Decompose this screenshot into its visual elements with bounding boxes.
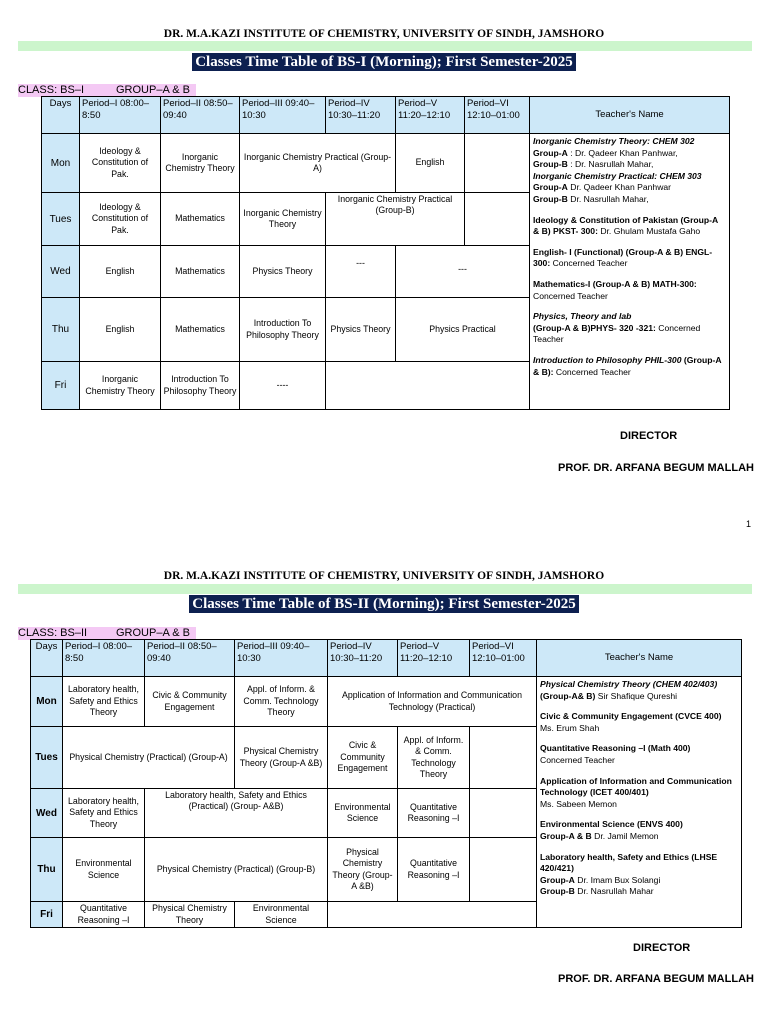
timetable-title — [0, 53, 768, 71]
teacher-name: Dr. Qadeer Khan Panhwar — [567, 182, 672, 193]
teacher-group: Group-A — [533, 147, 568, 158]
cell-thu-p5: Quantitative Reasoning –I — [398, 838, 470, 902]
cell-thu-p2-p3: Physical Chemistry (Practical) (Group-B) — [145, 838, 328, 902]
teacher-group: Group-B — [533, 159, 568, 170]
teacher-name: Sir Shafique Qureshi — [595, 690, 678, 701]
cell-fri-p2: Physical Chemistry Theory — [145, 902, 235, 928]
teacher-line: Inorganic Chemistry Practical: CHEM 303 — [533, 170, 702, 181]
day-mon-label: Mon — [36, 696, 57, 707]
header-period-2: Period–II 08:50–09:40 — [161, 97, 240, 134]
green-divider — [18, 584, 752, 594]
cell-thu-p6 — [470, 838, 537, 902]
day-mon: Mon — [42, 134, 80, 193]
day-wed: Wed — [42, 246, 80, 298]
cell-mon-p2: Civic & Community Engagement — [145, 677, 235, 727]
director-label: DIRECTOR — [620, 430, 678, 442]
teacher-name: Dr. Nasrullah Mahar, — [567, 193, 649, 204]
teacher-name: Concerned Teacher — [553, 366, 631, 377]
cell-fri-p3: ---- — [240, 362, 326, 410]
cell-wed-p6 — [470, 789, 537, 838]
header-teacher: Teacher's Name — [537, 640, 742, 677]
cell-fri-p1: Inorganic Chemistry Theory — [80, 362, 161, 410]
teacher-name: : Dr. Qadeer Khan Panhwar, — [567, 147, 678, 158]
teacher-course: (Group-A & B)PHYS- 320 -321: — [533, 322, 656, 333]
teacher-group: Group-B — [533, 193, 568, 204]
cell-mon-p3: Appl. of Inform. & Comm. Technology Theory — [235, 677, 328, 727]
cell-wed-p1: English — [80, 246, 161, 298]
teacher-course: Introduction to Philosophy PHIL-300 — [533, 354, 682, 365]
cell-thu-p5-p6: Physics Practical — [396, 298, 530, 362]
day-wed-label: Wed — [36, 807, 57, 819]
cell-thu-p1: English — [80, 298, 161, 362]
header-teacher: Teacher's Name — [530, 97, 730, 134]
teacher-group: Group-A — [533, 182, 568, 193]
day-thu-label: Thu — [37, 864, 56, 875]
director-label: DIRECTOR — [633, 942, 691, 954]
cell-mon-p2: Inorganic Chemistry Theory — [161, 134, 240, 193]
teacher-course: Application of Information and Communication Technology (ICET 400/401) — [540, 775, 732, 798]
class-label: CLASS: BS–I — [18, 84, 85, 96]
teacher-group: Group-B — [540, 886, 575, 897]
cell-mon-p5: English — [396, 134, 465, 193]
teacher-course: Quantitative Reasoning –I (Math 400) — [540, 743, 691, 754]
cell-tue-p3: Inorganic Chemistry Theory — [240, 193, 326, 246]
cell-wed-p5: Quantitative Reasoning –I — [398, 789, 470, 838]
teacher-list-bs2 — [537, 677, 742, 928]
cell-mon-p4-p6: Application of Information and Communication Technology (Practical) — [328, 677, 537, 727]
cell-tue-p2: Mathematics — [161, 193, 240, 246]
cell-tue-p6 — [465, 193, 530, 246]
teacher-name: : Dr. Nasrullah Mahar, — [567, 159, 654, 170]
teacher-course: Mathematics-I (Group-A & B) MATH-300: — [533, 278, 697, 289]
teacher-course: Physics, Theory and lab — [533, 311, 632, 322]
teacher-name: Concerned Teacher — [540, 754, 615, 765]
header-period-4: Period–IV 10:30–11:20 — [326, 97, 396, 134]
header-period-6: Period–VI 12:10–01:00 — [470, 640, 537, 677]
group-label: GROUP–A & B — [116, 627, 190, 639]
class-label: CLASS: BS–II — [18, 627, 88, 639]
teacher-group: Group-A & B — [540, 830, 592, 841]
header-period-2: Period–II 08:50–09:40 — [145, 640, 235, 677]
teacher-name: Dr. Imam Bux Solangi — [574, 874, 661, 885]
cell-mon-p1: Laboratory health, Safety and Ethics Theory — [63, 677, 145, 727]
cell-wed-p5-p6: --- — [396, 246, 530, 298]
header-days: Days — [42, 97, 80, 134]
director-name: PROF. DR. ARFANA BEGUM MALLAH — [558, 973, 754, 985]
teacher-line: Inorganic Chemistry Theory: CHEM 302 — [533, 136, 695, 146]
cell-mon-p1: Ideology & Constitution of Pak. — [80, 134, 161, 193]
teacher-group: (Group-A& B) — [540, 690, 596, 701]
teacher-course: Laboratory health, Safety and Ethics (LHSE 420/421) — [540, 851, 718, 874]
cell-mon-p3-p4: Inorganic Chemistry Practical (Group-A) — [240, 134, 396, 193]
cell-fri-p4-p6 — [326, 362, 530, 410]
director-name: PROF. DR. ARFANA BEGUM MALLAH — [558, 462, 754, 474]
teacher-group: Group-A — [540, 874, 575, 885]
green-divider — [18, 41, 752, 51]
cell-tue-p1: Ideology & Constitution of Pak. — [80, 193, 161, 246]
cell-wed-p4: Environmental Science — [328, 789, 398, 838]
cell-fri-p4-p6 — [328, 902, 537, 928]
cell-tue-p4: Civic & Community Engagement — [328, 727, 398, 789]
timetable-bs2 — [30, 639, 742, 928]
cell-tue-p6 — [470, 727, 537, 789]
teacher-name: Dr. Nasrullah Mahar — [574, 886, 654, 897]
cell-thu-p2: Mathematics — [161, 298, 240, 362]
cell-thu-p4: Physics Theory — [326, 298, 396, 362]
header-period-3: Period–III 09:40–10:30 — [235, 640, 328, 677]
timetable-title-text: Classes Time Table of BS-II (Morning); First Semester-2025 — [189, 595, 578, 613]
teacher-course: Ideology & Constitution of Pakistan (Group-A & B) PKST- 300: — [533, 214, 718, 237]
teacher-list-bs1 — [530, 134, 730, 410]
header-period-3: Period–III 09:40–10:30 — [240, 97, 326, 134]
teacher-name: Dr. Ghulam Mustafa Gaho — [597, 226, 701, 237]
cell-wed-p3: Physics Theory — [240, 246, 326, 298]
day-tue-label: Tues — [35, 752, 58, 763]
day-fri: Fri — [42, 362, 80, 410]
header-period-1: Period–I 08:00–8:50 — [63, 640, 145, 677]
teacher-name: Concerned Teacher — [533, 322, 701, 345]
day-thu — [31, 838, 63, 902]
cell-wed-p2-p3: Laboratory health, Safety and Ethics (Practical) (Group- A&B) — [145, 789, 328, 838]
teacher-course: Civic & Community Engagement (CVCE 400) — [540, 711, 722, 722]
timetable-title — [0, 595, 768, 613]
day-tue: Tues — [42, 193, 80, 246]
teacher-group: (Group-A & B): — [533, 354, 722, 377]
day-fri — [31, 902, 63, 928]
cell-tue-p5: Appl. of Inform. & Comm. Technology Theory — [398, 727, 470, 789]
teacher-name: Dr. Jamil Memon — [591, 830, 659, 841]
teacher-course: Environmental Science (ENVS 400) — [540, 819, 683, 830]
cell-tue-p1-p2: Physical Chemistry (Practical) (Group-A) — [63, 727, 235, 789]
cell-tue-p3: Physical Chemistry Theory (Group-A &B) — [235, 727, 328, 789]
cell-tue-p4-p5: Inorganic Chemistry Practical (Group-B) — [326, 193, 465, 246]
group-label: GROUP–A & B — [116, 84, 190, 96]
cell-wed-p1: Laboratory health, Safety and Ethics Theory — [63, 789, 145, 838]
header-period-4: Period–IV 10:30–11:20 — [328, 640, 398, 677]
day-fri-label: Fri — [40, 909, 53, 920]
header-period-1: Period–I 08:00–8:50 — [80, 97, 161, 134]
timetable-title-text: Classes Time Table of BS-I (Morning); First Semester-2025 — [192, 53, 576, 71]
teacher-course: English- I (Functional) (Group-A & B) ENGL-300: — [533, 246, 713, 269]
header-period-5: Period–V 11:20–12:10 — [398, 640, 470, 677]
cell-mon-p6 — [465, 134, 530, 193]
teacher-course: Physical Chemistry Theory (CHEM 402/403) — [540, 679, 718, 689]
cell-thu-p3: Introduction To Philosophy Theory — [240, 298, 326, 362]
header-days: Days — [31, 640, 63, 677]
day-mon — [31, 677, 63, 727]
teacher-name: Concerned Teacher — [550, 258, 628, 269]
cell-fri-p2: Introduction To Philosophy Theory — [161, 362, 240, 410]
cell-thu-p1: Environmental Science — [63, 838, 145, 902]
cell-fri-p3: Environmental Science — [235, 902, 328, 928]
timetable-bs1 — [41, 96, 730, 410]
cell-thu-p4: Physical Chemistry Theory (Group-A &B) — [328, 838, 398, 902]
institute-heading: DR. M.A.KAZI INSTITUTE OF CHEMISTRY, UNIVERSITY OF SINDH, JAMSHORO — [163, 570, 605, 582]
teacher-name: Ms. Sabeen Memon — [540, 798, 617, 809]
header-period-6: Period–VI 12:10–01:00 — [465, 97, 530, 134]
day-thu: Thu — [42, 298, 80, 362]
teacher-name: Ms. Erum Shah — [540, 722, 600, 733]
cell-wed-p4: --- — [326, 246, 396, 298]
day-tue — [31, 727, 63, 789]
header-period-5: Period–V 11:20–12:10 — [396, 97, 465, 134]
cell-fri-p1: Quantitative Reasoning –I — [63, 902, 145, 928]
institute-heading: DR. M.A.KAZI INSTITUTE OF CHEMISTRY, UNIVERSITY OF SINDH, JAMSHORO — [163, 28, 605, 40]
day-wed — [31, 789, 63, 838]
cell-wed-p2: Mathematics — [161, 246, 240, 298]
teacher-name: Concerned Teacher — [533, 290, 608, 301]
page-number: 1 — [746, 519, 752, 529]
